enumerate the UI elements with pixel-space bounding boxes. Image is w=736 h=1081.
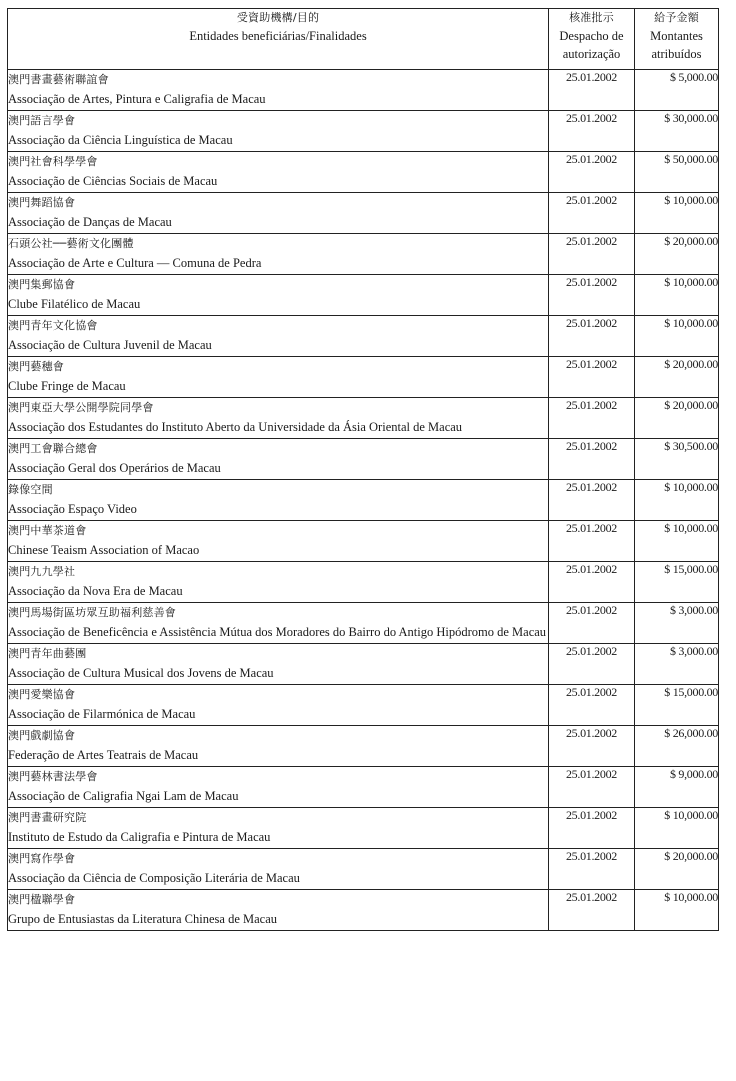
table-row — [8, 808, 719, 849]
amount: $ 10,000.00 — [635, 316, 719, 357]
table-row — [8, 562, 719, 603]
entity-name-zh: 澳門九九學社 — [8, 565, 76, 578]
entity-cell — [8, 767, 549, 808]
entity-name-zh: 澳門書畫研究院 — [8, 811, 87, 824]
table-row — [8, 603, 719, 644]
entity-cell — [8, 521, 549, 562]
amount: $ 10,000.00 — [635, 480, 719, 521]
amount: $ 3,000.00 — [635, 644, 719, 685]
entity-name-zh: 澳門東亞大學公開學院同學會 — [8, 401, 154, 414]
table-row — [8, 644, 719, 685]
amount: $ 30,500.00 — [635, 439, 719, 480]
table-row — [8, 890, 719, 931]
entity-name-pt: Associação de Arte e Cultura — Comuna de Pedra — [8, 256, 262, 270]
amount: $ 20,000.00 — [635, 849, 719, 890]
entity-name-pt: Associação de Cultura Musical dos Jovens de Macau — [8, 666, 274, 680]
entity-name-zh: 澳門青年文化協會 — [8, 319, 98, 332]
amount: $ 3,000.00 — [635, 603, 719, 644]
despacho-date: 25.01.2002 — [549, 439, 635, 480]
despacho-date: 25.01.2002 — [549, 357, 635, 398]
despacho-date: 25.01.2002 — [549, 726, 635, 767]
entity-name-zh: 澳門寫作學會 — [8, 852, 76, 865]
entity-cell — [8, 439, 549, 480]
table-row — [8, 767, 719, 808]
entity-name-zh: 澳門集郵協會 — [8, 278, 76, 291]
entity-name-pt: Associação da Nova Era de Macau — [8, 584, 183, 598]
header-entity — [8, 9, 549, 70]
entity-name-pt: Grupo de Entusiastas da Literatura Chinesa de Macau — [8, 912, 278, 926]
table-row — [8, 849, 719, 890]
entity-name-pt: Associação de Filarmónica de Macau — [8, 707, 196, 721]
despacho-date: 25.01.2002 — [549, 644, 635, 685]
amount: $ 20,000.00 — [635, 357, 719, 398]
entity-cell — [8, 644, 549, 685]
table-row — [8, 70, 719, 111]
header-montantes-zh: 給予金額 — [654, 11, 699, 24]
entity-cell — [8, 603, 549, 644]
entity-name-zh: 澳門馬場街區坊眾互助福利慈善會 — [8, 606, 176, 619]
despacho-date: 25.01.2002 — [549, 70, 635, 111]
entity-name-zh: 澳門中華茶道會 — [8, 524, 87, 537]
entity-name-pt: Associação de Beneficência e Assistência Mútua dos Moradores do Bairro do Antigo Hipódromo de Macau — [8, 625, 547, 639]
entity-name-pt: Associação Espaço Video — [8, 502, 137, 516]
table-row — [8, 357, 719, 398]
header-montantes — [635, 9, 719, 70]
amount: $ 10,000.00 — [635, 521, 719, 562]
entity-cell — [8, 562, 549, 603]
entity-name-pt: Associação de Caligrafia Ngai Lam de Macau — [8, 789, 239, 803]
despacho-date: 25.01.2002 — [549, 890, 635, 931]
entity-name-pt: Clube Filatélico de Macau — [8, 297, 141, 311]
header-despacho-zh: 核准批示 — [569, 11, 614, 24]
table-row — [8, 398, 719, 439]
entity-cell — [8, 234, 549, 275]
entity-cell — [8, 275, 549, 316]
entity-name-pt: Clube Fringe de Macau — [8, 379, 126, 393]
amount: $ 50,000.00 — [635, 152, 719, 193]
entity-name-pt: Federação de Artes Teatrais de Macau — [8, 748, 199, 762]
despacho-date: 25.01.2002 — [549, 562, 635, 603]
entity-cell — [8, 357, 549, 398]
despacho-date: 25.01.2002 — [549, 808, 635, 849]
entity-name-zh: 澳門工會聯合總會 — [8, 442, 98, 455]
despacho-date: 25.01.2002 — [549, 275, 635, 316]
entity-cell — [8, 111, 549, 152]
entity-cell — [8, 849, 549, 890]
header-despacho-pt1: Despacho de — [559, 29, 624, 43]
entity-name-pt: Associação dos Estudantes do Instituto Aberto da Universidade da Ásia Oriental de Macau — [8, 420, 463, 434]
entity-name-pt: Associação de Ciências Sociais de Macau — [8, 174, 218, 188]
despacho-date: 25.01.2002 — [549, 767, 635, 808]
entity-name-pt: Chinese Teaism Association of Macao — [8, 543, 200, 557]
entity-cell — [8, 398, 549, 439]
entity-cell — [8, 685, 549, 726]
entity-name-pt: Associação da Ciência de Composição Literária de Macau — [8, 871, 300, 885]
entity-cell — [8, 70, 549, 111]
entity-name-zh: 澳門青年曲藝團 — [8, 647, 87, 660]
entity-name-zh: 澳門藝穗會 — [8, 360, 64, 373]
despacho-date: 25.01.2002 — [549, 480, 635, 521]
table-row — [8, 521, 719, 562]
amount: $ 10,000.00 — [635, 890, 719, 931]
despacho-date: 25.01.2002 — [549, 849, 635, 890]
amount: $ 10,000.00 — [635, 193, 719, 234]
entity-name-zh: 石頭公社──藝術文化團體 — [8, 237, 134, 250]
amount: $ 20,000.00 — [635, 398, 719, 439]
table-row — [8, 111, 719, 152]
table-row — [8, 275, 719, 316]
entity-name-pt: Associação de Artes, Pintura e Caligrafia de Macau — [8, 92, 266, 106]
table-body — [8, 70, 719, 931]
entity-cell — [8, 890, 549, 931]
entity-name-zh: 澳門社會科學學會 — [8, 155, 98, 168]
despacho-date: 25.01.2002 — [549, 234, 635, 275]
amount: $ 9,000.00 — [635, 767, 719, 808]
header-montantes-pt2: atribuídos — [651, 47, 702, 61]
header-entity-zh: 受資助機構/目的 — [236, 11, 320, 24]
table-row — [8, 439, 719, 480]
entity-cell — [8, 480, 549, 521]
despacho-date: 25.01.2002 — [549, 316, 635, 357]
entity-name-zh: 澳門舞蹈協會 — [8, 196, 76, 209]
entity-cell — [8, 726, 549, 767]
table-row — [8, 685, 719, 726]
entity-cell — [8, 808, 549, 849]
amount: $ 15,000.00 — [635, 685, 719, 726]
entity-name-zh: 錄像空間 — [8, 483, 53, 496]
table-row — [8, 316, 719, 357]
amount: $ 10,000.00 — [635, 808, 719, 849]
entity-name-zh: 澳門藝林書法學會 — [8, 770, 98, 783]
entity-name-pt: Associação de Danças de Macau — [8, 215, 172, 229]
entity-name-pt: Associação Geral dos Operários de Macau — [8, 461, 221, 475]
despacho-date: 25.01.2002 — [549, 685, 635, 726]
header-montantes-pt1: Montantes — [650, 29, 703, 43]
amount: $ 20,000.00 — [635, 234, 719, 275]
entity-name-zh: 澳門楹聯學會 — [8, 893, 76, 906]
entity-name-zh: 澳門語言學會 — [8, 114, 76, 127]
grants-table — [7, 8, 719, 931]
entity-cell — [8, 316, 549, 357]
despacho-date: 25.01.2002 — [549, 152, 635, 193]
despacho-date: 25.01.2002 — [549, 193, 635, 234]
despacho-date: 25.01.2002 — [549, 521, 635, 562]
header-despacho — [549, 9, 635, 70]
header-despacho-pt2: autorização — [562, 47, 621, 61]
amount: $ 5,000.00 — [635, 70, 719, 111]
header-row — [8, 9, 719, 70]
amount: $ 10,000.00 — [635, 275, 719, 316]
entity-name-pt: Associação de Cultura Juvenil de Macau — [8, 338, 212, 352]
amount: $ 15,000.00 — [635, 562, 719, 603]
despacho-date: 25.01.2002 — [549, 398, 635, 439]
table-row — [8, 193, 719, 234]
table-row — [8, 152, 719, 193]
table-row — [8, 480, 719, 521]
header-entity-pt: Entidades beneficiárias/Finalidades — [189, 29, 367, 43]
amount: $ 26,000.00 — [635, 726, 719, 767]
table-row — [8, 234, 719, 275]
amount: $ 30,000.00 — [635, 111, 719, 152]
entity-name-pt: Instituto de Estudo da Caligrafia e Pintura de Macau — [8, 830, 271, 844]
entity-cell — [8, 152, 549, 193]
despacho-date: 25.01.2002 — [549, 111, 635, 152]
entity-name-pt: Associação da Ciência Linguística de Macau — [8, 133, 233, 147]
table-row — [8, 726, 719, 767]
entity-name-zh: 澳門書畫藝術聯誼會 — [8, 73, 109, 86]
entity-name-zh: 澳門戲劇協會 — [8, 729, 76, 742]
entity-cell — [8, 193, 549, 234]
entity-name-zh: 澳門愛樂協會 — [8, 688, 76, 701]
despacho-date: 25.01.2002 — [549, 603, 635, 644]
